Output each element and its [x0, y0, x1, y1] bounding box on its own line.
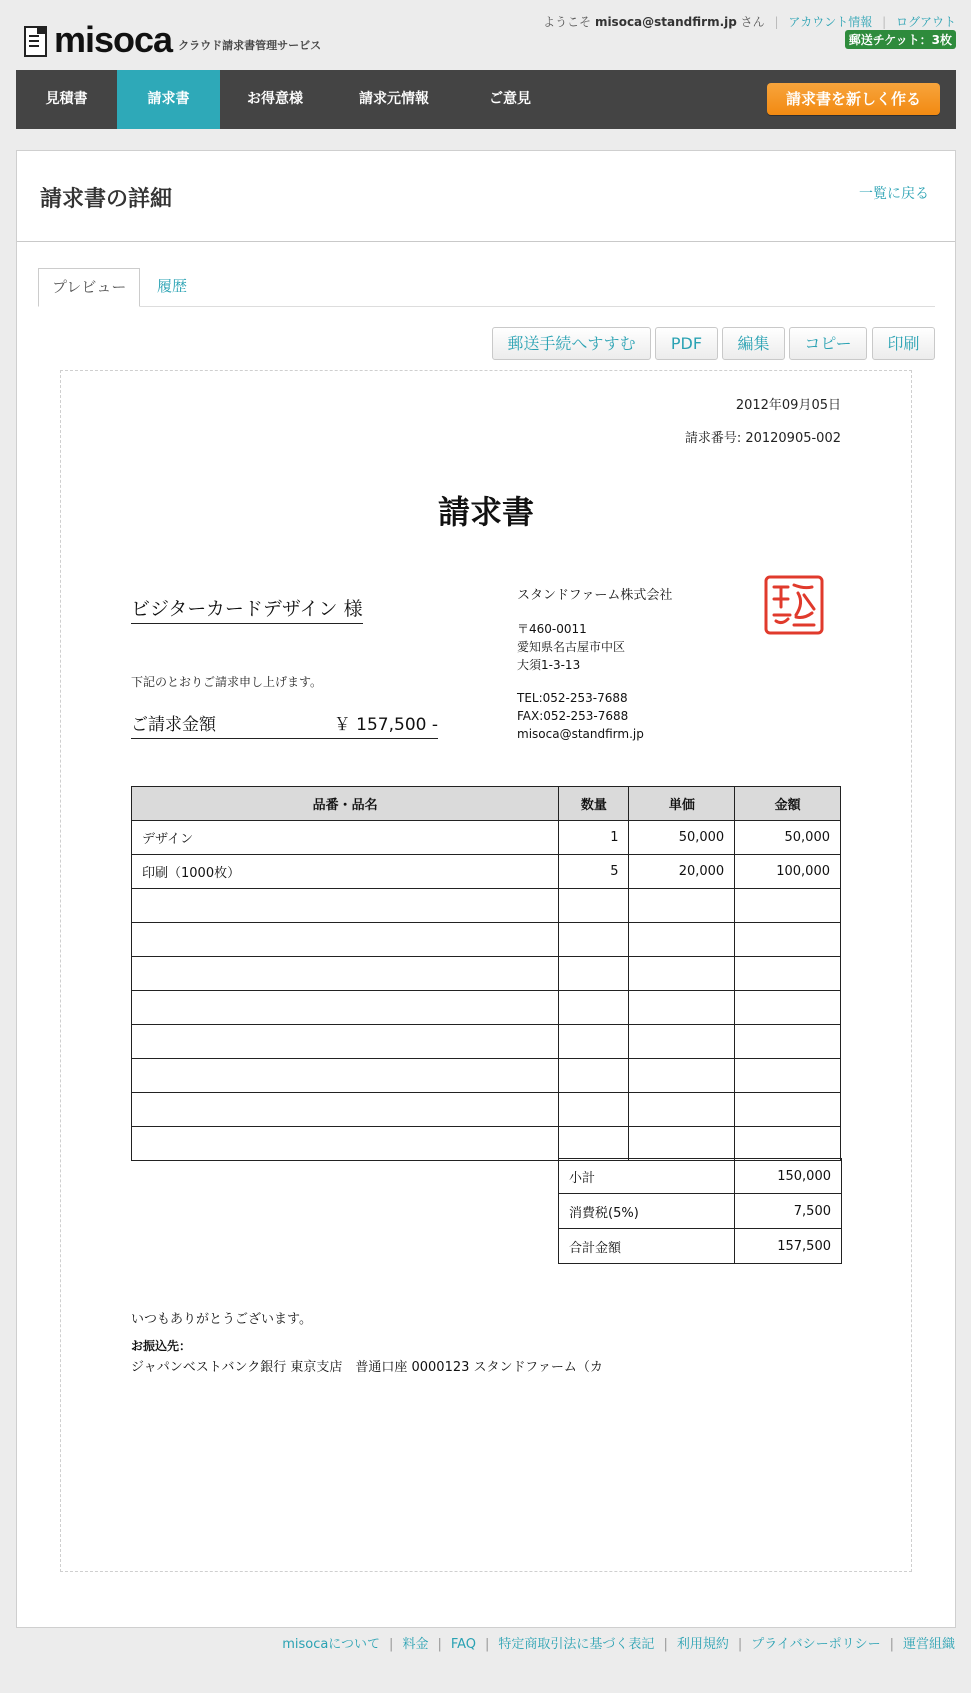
divider: |: [737, 1637, 743, 1652]
unit-price-cell: 50,000: [629, 821, 735, 855]
sender-address2: 大須1-3-13: [517, 658, 581, 672]
item-name-cell: デザイン: [132, 821, 559, 855]
divider: |: [774, 15, 779, 29]
tax-row: [559, 1194, 842, 1229]
amount-cell: [735, 889, 841, 923]
quantity-cell: [559, 889, 629, 923]
item-name-cell: [132, 1025, 559, 1059]
pdf-button[interactable]: PDF: [655, 327, 718, 360]
table-row: [132, 1127, 841, 1161]
logout-link[interactable]: ログアウト: [895, 15, 956, 29]
nav-customers[interactable]: お得意様: [247, 91, 303, 107]
total-label: 合計金額: [559, 1229, 735, 1264]
quantity-cell: [559, 923, 629, 957]
welcome-suffix: さん: [740, 15, 765, 29]
column-header: 品番・品名: [132, 787, 559, 821]
table-row: [132, 821, 841, 855]
nav-billing-info[interactable]: 請求元情報: [359, 91, 429, 107]
unit-price-cell: [629, 889, 735, 923]
divider: |: [437, 1637, 442, 1652]
table-row: [132, 923, 841, 957]
back-to-list-link[interactable]: 一覧に戻る: [859, 186, 929, 202]
amount-cell: [735, 1093, 841, 1127]
footer-tokushoho-link[interactable]: 特定商取引法に基づく表記: [498, 1637, 655, 1652]
divider: |: [663, 1637, 668, 1652]
table-row: [132, 855, 841, 889]
nav-quotes[interactable]: 見積書: [45, 91, 88, 107]
amount-cell: [735, 1127, 841, 1161]
footer-faq-link[interactable]: FAQ: [450, 1637, 477, 1652]
quantity-cell: [559, 1093, 629, 1127]
user-bar: [543, 13, 956, 30]
create-invoice-button[interactable]: 請求書を新しく作る: [767, 83, 940, 115]
brand-name: misoca: [54, 19, 173, 60]
table-row: [132, 991, 841, 1025]
quantity-cell: [559, 957, 629, 991]
print-button[interactable]: 印刷: [872, 327, 935, 360]
tab-preview[interactable]: プレビュー: [38, 268, 140, 307]
edit-button[interactable]: 編集: [722, 327, 785, 360]
sender-postal: 〒460-0011: [517, 622, 587, 636]
quantity-cell: 5: [559, 855, 629, 889]
tax-value: 7,500: [735, 1194, 842, 1229]
thanks-message: いつもありがとうございます。: [131, 1312, 312, 1327]
logo-document-icon: [24, 26, 48, 56]
bank-label: お振込先：: [131, 1339, 192, 1353]
brand-logo[interactable]: [24, 19, 322, 60]
total-row: [559, 1229, 842, 1264]
panel-header: [17, 151, 955, 242]
mail-ticket-badge: 郵送チケット：3枚: [845, 30, 956, 49]
totals-table: [558, 1158, 842, 1264]
column-header: 単価: [629, 787, 735, 821]
amount-cell: 50,000: [735, 821, 841, 855]
unit-price-cell: [629, 1127, 735, 1161]
divider: |: [882, 15, 887, 29]
invoice-title: 請求書: [437, 493, 534, 531]
nav-feedback[interactable]: ご意見: [489, 91, 531, 107]
invoice-intro: 下記のとおりご請求申し上げます。: [131, 675, 323, 689]
subtotal-label: 小計: [559, 1159, 735, 1194]
welcome-prefix: ようこそ: [543, 15, 592, 29]
table-row: [132, 889, 841, 923]
sender-tel: TEL:052-253-7688: [517, 691, 628, 705]
unit-price-cell: 20,000: [629, 855, 735, 889]
invoice-date: 2012年09月05日: [735, 398, 841, 413]
quantity-cell: [559, 991, 629, 1025]
footer-terms-link[interactable]: 利用規約: [676, 1637, 729, 1652]
amount-cell: [735, 923, 841, 957]
footer-company-link[interactable]: 運営組織: [902, 1637, 955, 1652]
amount-cell: 100,000: [735, 855, 841, 889]
subtotal-row: [559, 1159, 842, 1194]
unit-price-cell: [629, 1093, 735, 1127]
billing-amount: [131, 710, 438, 739]
user-email: misoca@standfirm.jp: [594, 15, 737, 29]
quantity-cell: 1: [559, 821, 629, 855]
column-header: 数量: [559, 787, 629, 821]
unit-price-cell: [629, 1025, 735, 1059]
amount-cell: [735, 991, 841, 1025]
total-value: 157,500: [735, 1229, 842, 1264]
company-seal-icon: [764, 575, 824, 635]
quantity-cell: [559, 1127, 629, 1161]
item-name-cell: [132, 923, 559, 957]
table-row: [132, 1093, 841, 1127]
column-header: 金額: [735, 787, 841, 821]
unit-price-cell: [629, 957, 735, 991]
copy-button[interactable]: コピー: [789, 327, 867, 360]
item-name-cell: [132, 991, 559, 1025]
tab-history[interactable]: 履歴: [157, 277, 188, 295]
footer-about-link[interactable]: misocaについて: [282, 1637, 381, 1652]
unit-price-cell: [629, 991, 735, 1025]
invoice-number: 請求番号: 20120905-002: [684, 431, 841, 446]
item-name-cell: [132, 957, 559, 991]
amount-cell: [735, 1025, 841, 1059]
billing-amount-label: ご請求金額: [131, 715, 216, 735]
footer-privacy-link[interactable]: プライバシーポリシー: [751, 1637, 881, 1652]
divider: |: [389, 1637, 394, 1652]
bank-account: ジャパンベストバンク銀行 東京支店 普通口座 0000123 スタンドファーム（カ: [131, 1360, 603, 1375]
amount-cell: [735, 1059, 841, 1093]
invoice-preview: [60, 370, 912, 1572]
divider: |: [889, 1637, 894, 1652]
quantity-cell: [559, 1025, 629, 1059]
sender-email: misoca@standfirm.jp: [517, 727, 644, 741]
quantity-cell: [559, 1059, 629, 1093]
proceed-mailing-button[interactable]: 郵送手続へすすむ: [492, 327, 651, 360]
table-row: [132, 1059, 841, 1093]
unit-price-cell: [629, 923, 735, 957]
divider: |: [485, 1637, 490, 1652]
item-name-cell: [132, 1059, 559, 1093]
footer-pricing-link[interactable]: 料金: [402, 1637, 429, 1652]
line-items-table: [131, 786, 841, 1161]
item-name-cell: [132, 889, 559, 923]
client-name: ビジターカードデザイン 様: [131, 594, 363, 624]
tab-bar: [38, 268, 935, 307]
tax-label: 消費税(5%): [559, 1194, 735, 1229]
sender-company: スタンドファーム株式会社: [517, 588, 673, 603]
account-link[interactable]: アカウント情報: [788, 15, 873, 29]
subtotal-value: 150,000: [735, 1159, 842, 1194]
billing-amount-value: ￥ 157,500 -: [333, 715, 438, 735]
table-row: [132, 957, 841, 991]
sender-address1: 愛知県名古屋市中区: [517, 640, 626, 654]
main-panel: [16, 150, 956, 1628]
item-name-cell: [132, 1093, 559, 1127]
item-name-cell: [132, 1127, 559, 1161]
nav-invoices[interactable]: 請求書: [117, 70, 220, 129]
sender-fax: FAX:052-253-7688: [517, 709, 629, 723]
item-name-cell: 印刷（1000枚）: [132, 855, 559, 889]
table-header-row: [132, 787, 841, 821]
brand-tagline: クラウド請求書管理サービス: [178, 39, 322, 52]
unit-price-cell: [629, 1059, 735, 1093]
sender-info: [517, 587, 672, 743]
table-row: [132, 1025, 841, 1059]
amount-cell: [735, 957, 841, 991]
footer-links: [282, 1633, 955, 1652]
page-title: 請求書の詳細: [40, 186, 173, 212]
